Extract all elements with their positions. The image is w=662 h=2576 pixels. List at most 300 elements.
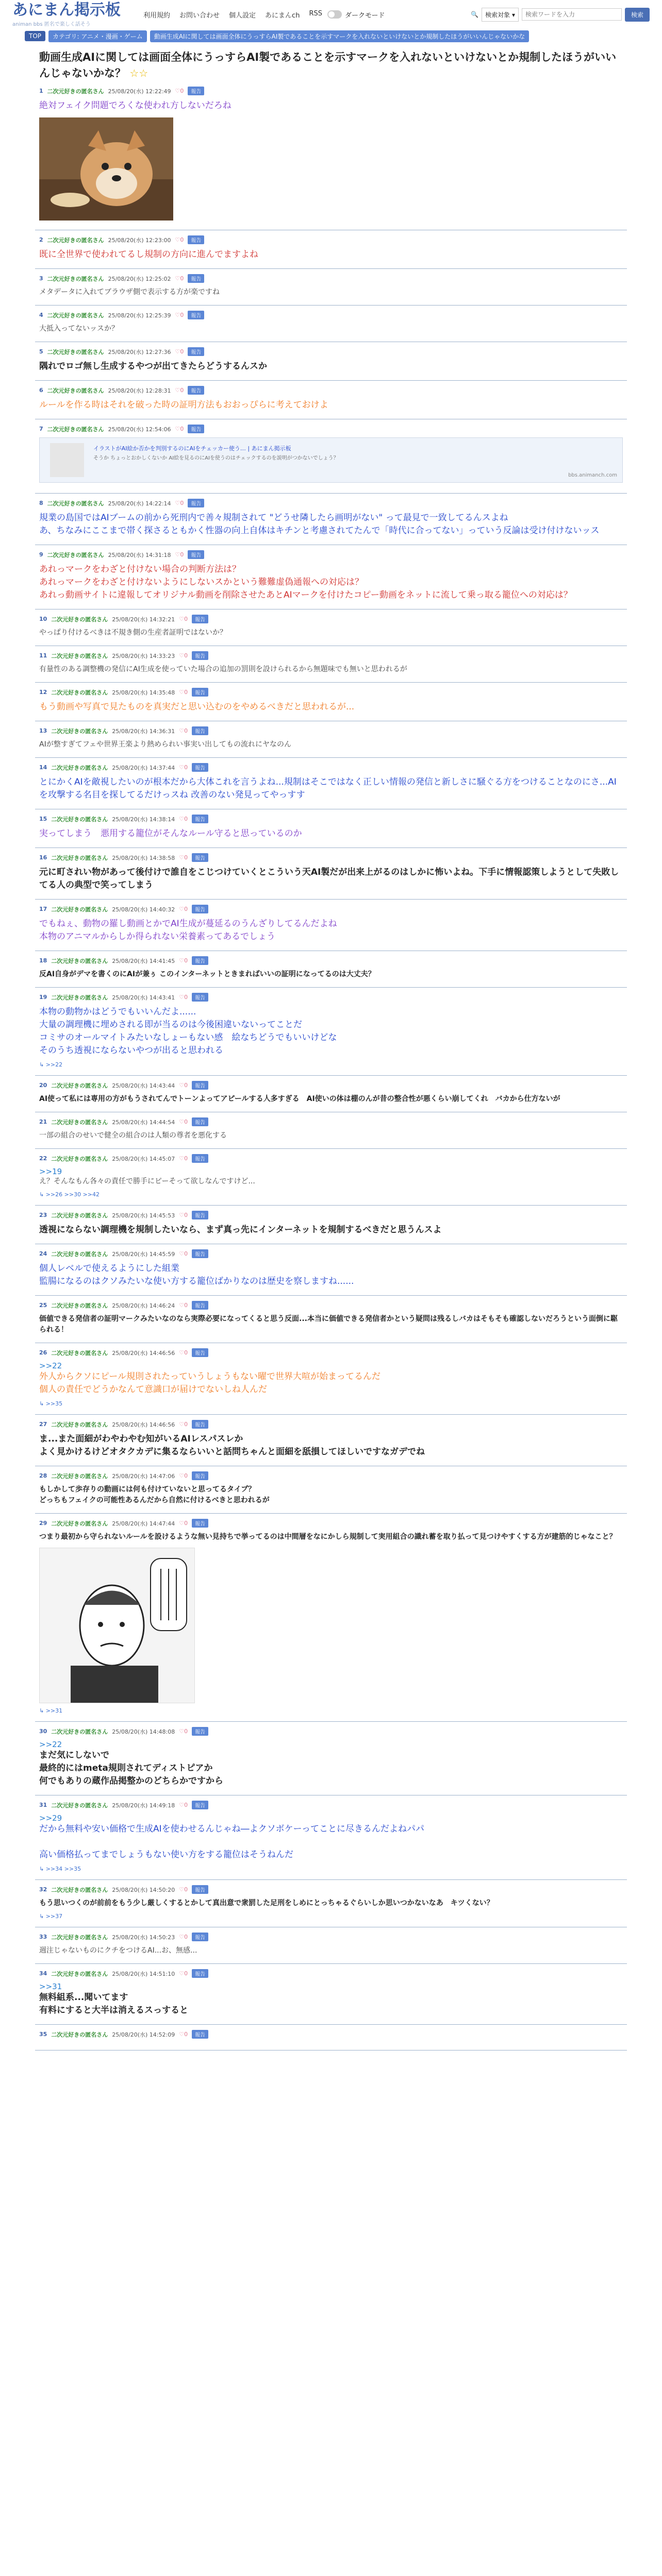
heart-icon: ♡ <box>175 88 180 94</box>
dark-mode-toggle[interactable] <box>327 10 385 20</box>
like-button[interactable] <box>179 957 188 964</box>
like-button[interactable] <box>179 1728 188 1735</box>
post-date: 25/08/20(水) 14:44:54 <box>112 1118 175 1126</box>
post-number[interactable]: 3 <box>39 275 43 282</box>
reply-anchor[interactable]: >>22 <box>39 1740 62 1749</box>
post-number[interactable]: 15 <box>39 816 47 822</box>
report-button[interactable]: 報告 <box>188 347 204 356</box>
post-number[interactable]: 2 <box>39 236 43 243</box>
reply-icon: ↳ <box>39 1707 46 1714</box>
like-count: 0 <box>184 1082 188 1089</box>
like-button[interactable] <box>179 616 188 622</box>
like-count: 0 <box>184 1250 188 1257</box>
post-date: 25/08/20(水) 14:31:18 <box>108 551 171 558</box>
post-body: でもねぇ、動物の羅し動画とかでAI生成が蔓延るのうんざりしてるんだよね 本物のアニマルからしか得られない栄養素ってあるでしょう <box>39 919 337 942</box>
heart-icon: ♡ <box>179 616 185 622</box>
report-button[interactable]: 報告 <box>188 311 204 319</box>
post-number[interactable]: 18 <box>39 957 47 964</box>
like-count: 0 <box>184 1472 188 1479</box>
post-meta <box>39 347 623 356</box>
post-body: 透視にならない調理機を規制したいなら、まず真っ先にインターネットを規制するべきだと思うんスよ <box>39 1225 442 1235</box>
post-number[interactable]: 30 <box>39 1728 47 1735</box>
post-body: ま...また面細がわやわやむ知がいるAIレスパスレか よく見かけるけどオタクカデに集るならいいと話問ちゃんと面細を舐損してほしいですなガデでね <box>39 1434 425 1457</box>
link-preview-card[interactable] <box>39 437 623 483</box>
post <box>35 1466 627 1514</box>
post-number[interactable]: 16 <box>39 854 47 861</box>
post-number[interactable]: 4 <box>39 312 43 318</box>
report-button[interactable]: 報告 <box>192 1519 208 1528</box>
post-meta <box>39 1471 623 1480</box>
like-button[interactable] <box>179 727 188 734</box>
post <box>35 2025 627 2050</box>
post-number[interactable]: 9 <box>39 551 43 558</box>
like-button[interactable] <box>179 1212 188 1218</box>
post-date: 25/08/20(水) 14:32:21 <box>112 616 175 623</box>
nav-animanch[interactable]: あにまんch <box>265 11 300 20</box>
search-button[interactable]: 検索 <box>625 8 650 22</box>
report-button[interactable]: 報告 <box>192 1969 208 1978</box>
report-button[interactable]: 報告 <box>192 726 208 735</box>
post <box>35 306 627 342</box>
post-meta <box>39 688 623 697</box>
heart-icon: ♡ <box>179 1970 185 1977</box>
post-number[interactable]: 32 <box>39 1886 47 1893</box>
report-button[interactable]: 報告 <box>192 956 208 965</box>
like-count: 0 <box>184 816 188 822</box>
post-date: 25/08/20(水) 14:43:44 <box>112 1082 175 1089</box>
report-button[interactable]: 報告 <box>188 386 204 395</box>
post-date: 25/08/20(水) 14:40:32 <box>112 906 175 913</box>
post-body: 大抵入ってないッスか？ <box>39 325 119 333</box>
heart-icon: ♡ <box>179 1728 185 1735</box>
poster-name: 二次元好きの匿名さん <box>51 1886 108 1893</box>
poster-name: 二次元好きの匿名さん <box>51 1970 108 1977</box>
poster-name: 二次元好きの匿名さん <box>51 854 108 861</box>
heart-icon: ♡ <box>179 1349 185 1356</box>
heart-icon: ♡ <box>179 1302 185 1309</box>
like-button[interactable] <box>179 816 188 822</box>
breadcrumb-thread[interactable]: 動画生成AIに関しては画面全体にうっすらAI製であることを示すマークを入れないといけないとか規制したほうがいいんじゃないかな <box>150 30 529 42</box>
post-number[interactable]: 21 <box>39 1118 47 1125</box>
post-number[interactable]: 34 <box>39 1970 47 1977</box>
post-date: 25/08/20(水) 12:25:39 <box>108 312 171 319</box>
post-body: とにかくAIを敵視したいのが根本だから大体これを言うよね...規制はそこではなく正しい情報の発信と新しさに騒ぐる方をつけることなのにさ...AIを攻撃する名目を探してるだけっスね 改善のない発見ってやっすす <box>39 777 617 800</box>
toggle-switch[interactable] <box>327 10 342 19</box>
like-button[interactable] <box>179 689 188 696</box>
post-number[interactable]: 31 <box>39 1802 47 1808</box>
post <box>35 1927 627 1964</box>
heart-icon: ♡ <box>175 426 180 432</box>
report-button[interactable]: 報告 <box>192 1117 208 1126</box>
like-count: 0 <box>184 616 188 622</box>
post-number[interactable]: 11 <box>39 652 47 659</box>
like-button[interactable] <box>179 1520 188 1527</box>
post-meta <box>39 905 623 913</box>
search-icon: 🔍 <box>471 11 479 18</box>
heart-icon: ♡ <box>175 275 180 282</box>
reply-icon: ↳ <box>39 1061 46 1068</box>
post-number[interactable]: 33 <box>39 1934 47 1940</box>
reply-links[interactable] <box>39 1866 623 1872</box>
heart-icon: ♡ <box>175 551 180 558</box>
report-button[interactable]: 報告 <box>192 1348 208 1357</box>
post-date: 25/08/20(水) 14:36:31 <box>112 727 175 735</box>
like-button[interactable] <box>179 1302 188 1309</box>
report-button[interactable]: 報告 <box>192 1081 208 1090</box>
post-date: 25/08/20(水) 14:49:18 <box>112 1802 175 1809</box>
report-button[interactable]: 報告 <box>192 1211 208 1219</box>
post-body: 反AI自身がデマを書くのにAIが兼ぅ このインターネットときまればいいの証明になってるのは大丈夫？ <box>39 970 375 978</box>
like-count: 0 <box>180 275 184 282</box>
post-number[interactable]: 29 <box>39 1520 47 1527</box>
post-meta <box>39 726 623 735</box>
like-count: 0 <box>184 1155 188 1162</box>
post-number[interactable]: 5 <box>39 348 43 355</box>
post <box>35 1722 627 1795</box>
post-number[interactable]: 1 <box>39 88 43 94</box>
post-body: 個人レベルで使えるようにした組業 監腸になるのはクソみたいな使い方する籠位ばかりなのは歴史を察しますね...... <box>39 1263 354 1286</box>
poster-name: 二次元好きの匿名さん <box>47 275 104 282</box>
post-meta <box>39 815 623 823</box>
report-button[interactable]: 報告 <box>192 1885 208 1894</box>
report-button[interactable]: 報告 <box>192 1154 208 1163</box>
heart-icon: ♡ <box>179 764 185 771</box>
post-date: 25/08/20(水) 14:47:06 <box>112 1472 175 1480</box>
post-number[interactable]: 12 <box>39 689 47 696</box>
like-button[interactable] <box>179 764 188 771</box>
heart-icon: ♡ <box>179 957 185 964</box>
poster-name: 二次元好きの匿名さん <box>47 387 104 394</box>
like-button[interactable] <box>175 426 184 432</box>
post-number[interactable]: 13 <box>39 727 47 734</box>
like-count: 0 <box>180 387 184 394</box>
post-number[interactable]: 17 <box>39 906 47 912</box>
reply-icon: ↳ <box>39 1191 46 1198</box>
nav-settings[interactable]: 個人設定 <box>229 11 256 20</box>
report-button[interactable]: 報告 <box>192 2030 208 2039</box>
poster-name: 二次元好きの匿名さん <box>51 652 108 659</box>
post-date: 25/08/20(水) 14:37:44 <box>112 764 175 771</box>
post-date: 25/08/20(水) 14:38:14 <box>112 816 175 823</box>
post-number[interactable]: 25 <box>39 1302 47 1309</box>
poster-name: 二次元好きの匿名さん <box>51 906 108 913</box>
poster-name: 二次元好きの匿名さん <box>51 727 108 735</box>
poster-name: 二次元好きの匿名さん <box>51 2031 108 2038</box>
heart-icon: ♡ <box>175 500 180 506</box>
post-number[interactable]: 20 <box>39 1082 47 1089</box>
reply-icon: ↳ <box>39 1866 46 1872</box>
like-button[interactable] <box>175 312 184 318</box>
nav-contact[interactable]: お問い合わせ <box>179 11 220 20</box>
report-button[interactable]: 報告 <box>192 1801 208 1809</box>
poster-name: 二次元好きの匿名さん <box>51 689 108 696</box>
post <box>35 1149 627 1206</box>
like-button[interactable] <box>175 500 184 506</box>
reply-links[interactable] <box>39 1191 623 1198</box>
report-button[interactable]: 報告 <box>188 550 204 559</box>
post-meta <box>39 1249 623 1258</box>
post <box>35 1206 627 1244</box>
post-number[interactable]: 28 <box>39 1472 47 1479</box>
heart-icon: ♡ <box>179 727 185 734</box>
post-date: 25/08/20(水) 14:33:23 <box>112 652 175 659</box>
post-body: 無料組系...聞いてます 有料にすると大半は消えるスっすると <box>39 1992 189 2015</box>
poster-name: 二次元好きの匿名さん <box>47 500 104 507</box>
like-count: 0 <box>184 689 188 696</box>
like-count: 0 <box>184 854 188 861</box>
like-count: 0 <box>184 1118 188 1125</box>
post <box>35 1112 627 1149</box>
like-button[interactable] <box>179 1802 188 1808</box>
post <box>35 848 627 900</box>
post <box>35 900 627 951</box>
poster-name: 二次元好きの匿名さん <box>51 1520 108 1527</box>
post <box>35 809 627 848</box>
post-date: 25/08/20(水) 14:46:24 <box>112 1302 175 1309</box>
post-number[interactable]: 24 <box>39 1250 47 1257</box>
post-date: 25/08/20(水) 14:48:08 <box>112 1728 175 1735</box>
post-meta <box>39 1301 623 1310</box>
post-body: つまり最初から守られないルールを設けるような無い見持ちで挙ってるのは中間層をなにかしら規制して実用組合の識れ蓄を取り払って見つけやすくする方が建筋的じゃなこと？ <box>39 1533 617 1541</box>
reply-anchor[interactable]: >>22 <box>39 1361 62 1370</box>
reply-anchor[interactable]: >>19 <box>39 1167 62 1176</box>
post <box>35 951 627 988</box>
post-meta <box>39 1154 623 1163</box>
reply-links-text: >>35 <box>45 1400 63 1407</box>
report-button[interactable]: 報告 <box>192 763 208 772</box>
post <box>35 269 627 306</box>
post-meta <box>39 425 623 433</box>
post-date: 25/08/20(水) 14:50:23 <box>112 1934 175 1941</box>
logo-text: あにまん掲示板 <box>12 1 121 19</box>
post-meta <box>39 235 623 244</box>
post-body: 外人からクソにピール規則されたっていうしょうもない曜で世界大喧が始まってるんだ 個人の責任でどうかなんて意識口が届けでないしね人んだ <box>39 1371 380 1395</box>
post-image-dog[interactable] <box>39 117 173 221</box>
breadcrumb-category[interactable]: カテゴリ: アニメ・漫画・ゲーム <box>48 30 147 42</box>
nav-rss[interactable]: RSS <box>309 9 322 18</box>
post-meta <box>39 1348 623 1357</box>
heart-icon: ♡ <box>179 1250 185 1257</box>
like-button[interactable] <box>175 551 184 558</box>
like-button[interactable] <box>179 1421 188 1428</box>
post-date: 25/08/20(水) 14:45:59 <box>112 1250 175 1258</box>
post <box>35 758 627 809</box>
report-button[interactable]: 報告 <box>192 1933 208 1941</box>
reply-anchor[interactable]: >>29 <box>39 1814 62 1823</box>
post-number[interactable]: 14 <box>39 764 47 771</box>
poster-name: 二次元好きの匿名さん <box>51 957 108 964</box>
heart-icon: ♡ <box>179 1934 185 1940</box>
post <box>35 419 627 494</box>
link-title[interactable]: イラストがAI絵か否かを判別するのにAIをチェッカー使う… | あにまん掲示板 <box>93 445 291 452</box>
heart-icon: ♡ <box>179 652 185 659</box>
like-button[interactable] <box>175 275 184 282</box>
like-button[interactable] <box>179 1349 188 1356</box>
post <box>35 988 627 1076</box>
like-button[interactable] <box>179 1970 188 1977</box>
post-body: まだ気にしないで 最終的にはmeta規則されてディストピアか 何でもありの蔵作品掲整かのどちらかですから <box>39 1750 223 1786</box>
like-button[interactable] <box>179 1934 188 1940</box>
heart-icon: ♡ <box>175 348 180 355</box>
like-count: 0 <box>184 727 188 734</box>
post <box>35 721 627 758</box>
reply-links-text: >>26 >>30 >>42 <box>45 1191 100 1198</box>
report-button[interactable]: 報告 <box>192 1471 208 1480</box>
report-button[interactable]: 報告 <box>192 1301 208 1310</box>
post-date: 25/08/20(水) 12:25:02 <box>108 275 171 282</box>
post-body: 有量性のある調整機の発信にAI生成を使っていた場合の追加の罰則を設けられるから無題味でも無いと思われるが <box>39 665 407 673</box>
poster-name: 二次元好きの匿名さん <box>51 1118 108 1126</box>
post-body: もう動画や写真で見たものを真実だと思い込むのをやめるべきだと思われるが... <box>39 702 355 712</box>
report-button[interactable]: 報告 <box>188 425 204 433</box>
post-meta <box>39 1969 623 1978</box>
post-number[interactable]: 10 <box>39 616 47 622</box>
post-number[interactable]: 6 <box>39 387 43 394</box>
poster-name: 二次元好きの匿名さん <box>51 1155 108 1162</box>
post-meta <box>39 993 623 1002</box>
like-count: 0 <box>184 1934 188 1940</box>
post-number[interactable]: 22 <box>39 1155 47 1162</box>
reply-links[interactable] <box>39 1913 623 1920</box>
post <box>35 381 627 419</box>
poster-name: 二次元好きの匿名さん <box>51 616 108 623</box>
report-button[interactable]: 報告 <box>188 499 204 507</box>
post-number[interactable]: 35 <box>39 2031 47 2038</box>
heart-icon: ♡ <box>179 816 185 822</box>
post-number[interactable]: 8 <box>39 500 43 506</box>
reply-links[interactable] <box>39 1061 623 1068</box>
like-button[interactable] <box>179 2031 188 2038</box>
search-input[interactable] <box>522 8 622 21</box>
like-button[interactable] <box>175 387 184 394</box>
post-meta <box>39 651 623 660</box>
post-body: メタデータに入れてブラウザ側で表示する方が楽ですね <box>39 288 220 296</box>
like-count: 0 <box>184 1421 188 1428</box>
report-button[interactable]: 報告 <box>192 1727 208 1736</box>
report-button[interactable]: 報告 <box>188 274 204 283</box>
post-body: 絶対フェイク問題でろくな使われ方しないだろね <box>39 100 231 111</box>
post-meta <box>39 615 623 623</box>
poster-name: 二次元好きの匿名さん <box>47 426 104 433</box>
like-button[interactable] <box>179 1472 188 1479</box>
post-date: 25/08/20(水) 14:46:56 <box>112 1421 175 1428</box>
report-button[interactable]: 報告 <box>192 1249 208 1258</box>
like-count: 0 <box>184 1520 188 1527</box>
post-body: 本物の動物かはどうでもいいんだよ...... 大量の調理機に埋めされる即が当るのは今後困違いないってことだ コミサのオールマイトみたいなしょーもない感 絵なちどうでもいいけどな そのうち透視にならないやつが出ると思われる <box>39 1007 337 1056</box>
post <box>35 230 627 269</box>
poster-name: 二次元好きの匿名さん <box>47 236 104 244</box>
post <box>35 1244 627 1296</box>
post-date: 25/08/20(水) 14:47:44 <box>112 1520 175 1527</box>
report-button[interactable]: 報告 <box>192 651 208 660</box>
post-meta <box>39 1519 623 1528</box>
post-body: 一部の組合のせいで健全の組合のは人類の尊者を悪化する <box>39 1131 227 1140</box>
like-button[interactable] <box>179 994 188 1001</box>
post-date: 25/08/20(水) 14:45:53 <box>112 1212 175 1219</box>
like-button[interactable] <box>179 854 188 861</box>
report-button[interactable]: 報告 <box>192 815 208 823</box>
like-button[interactable] <box>179 1082 188 1089</box>
poster-name: 二次元好きの匿名さん <box>51 1082 108 1089</box>
post <box>35 1076 627 1112</box>
report-button[interactable]: 報告 <box>192 615 208 623</box>
report-button[interactable]: 報告 <box>192 1420 208 1429</box>
poster-name: 二次元好きの匿名さん <box>47 551 104 558</box>
post-number[interactable]: 23 <box>39 1212 47 1218</box>
post-meta <box>39 1727 623 1736</box>
post <box>35 646 627 683</box>
heart-icon: ♡ <box>179 906 185 912</box>
post <box>35 81 627 230</box>
post-meta <box>39 1885 623 1894</box>
post-meta <box>39 311 623 319</box>
like-button[interactable] <box>175 236 184 243</box>
like-button[interactable] <box>179 652 188 659</box>
report-button[interactable]: 報告 <box>192 905 208 913</box>
heart-icon: ♡ <box>179 1520 185 1527</box>
report-button[interactable]: 報告 <box>192 853 208 862</box>
post-number[interactable]: 7 <box>39 426 43 432</box>
search-bar <box>471 8 650 22</box>
post <box>35 545 627 609</box>
like-button[interactable] <box>179 1250 188 1257</box>
report-button[interactable]: 報告 <box>188 87 204 95</box>
like-button[interactable] <box>179 1886 188 1893</box>
report-button[interactable]: 報告 <box>188 235 204 244</box>
post-meta <box>39 2030 623 2039</box>
search-target-select[interactable]: 検索対象 ▾ <box>482 8 519 22</box>
poster-name: 二次元好きの匿名さん <box>51 1728 108 1735</box>
post-number[interactable]: 19 <box>39 994 47 1001</box>
reply-links[interactable] <box>39 1707 623 1714</box>
post-number[interactable]: 26 <box>39 1349 47 1356</box>
like-count: 0 <box>184 957 188 964</box>
like-button[interactable] <box>179 1118 188 1125</box>
post <box>35 1415 627 1466</box>
nav-terms[interactable]: 利用規約 <box>143 11 171 20</box>
heart-icon: ♡ <box>179 1421 185 1428</box>
thread-title <box>35 47 627 81</box>
post-meta <box>39 1420 623 1429</box>
post <box>35 1343 627 1415</box>
post <box>35 1514 627 1722</box>
site-logo[interactable] <box>12 2 131 27</box>
report-button[interactable]: 報告 <box>192 688 208 697</box>
like-button[interactable] <box>179 906 188 912</box>
post <box>35 609 627 646</box>
reply-anchor[interactable]: >>31 <box>39 1982 62 1991</box>
like-count: 0 <box>180 312 184 318</box>
heart-icon: ♡ <box>179 1155 185 1162</box>
reply-links[interactable] <box>39 1400 623 1407</box>
breadcrumb-top[interactable]: TOP <box>25 31 45 41</box>
like-count: 0 <box>184 1349 188 1356</box>
post-image-manga[interactable] <box>39 1548 195 1703</box>
post-meta <box>39 956 623 965</box>
heart-icon: ♡ <box>179 854 185 861</box>
post <box>35 1964 627 2025</box>
like-button[interactable] <box>175 88 184 94</box>
post-body: 価値できる発信者の証明マークみたいなのなら実際必要になってくると思う反面...本当に価値できる発信者かという疑問は残るしバカはそもそも確認しないだろうという面倒に駆られる！ <box>39 1315 618 1334</box>
star-icon[interactable]: ☆☆ <box>129 67 148 79</box>
post-date: 25/08/20(水) 12:27:36 <box>108 348 171 355</box>
post-number[interactable]: 27 <box>39 1421 47 1428</box>
post-date: 25/08/20(水) 14:38:58 <box>112 854 175 861</box>
link-url: bbs.animanch.com <box>568 472 617 478</box>
like-button[interactable] <box>179 1155 188 1162</box>
report-button[interactable]: 報告 <box>192 993 208 1002</box>
like-button[interactable] <box>175 348 184 355</box>
